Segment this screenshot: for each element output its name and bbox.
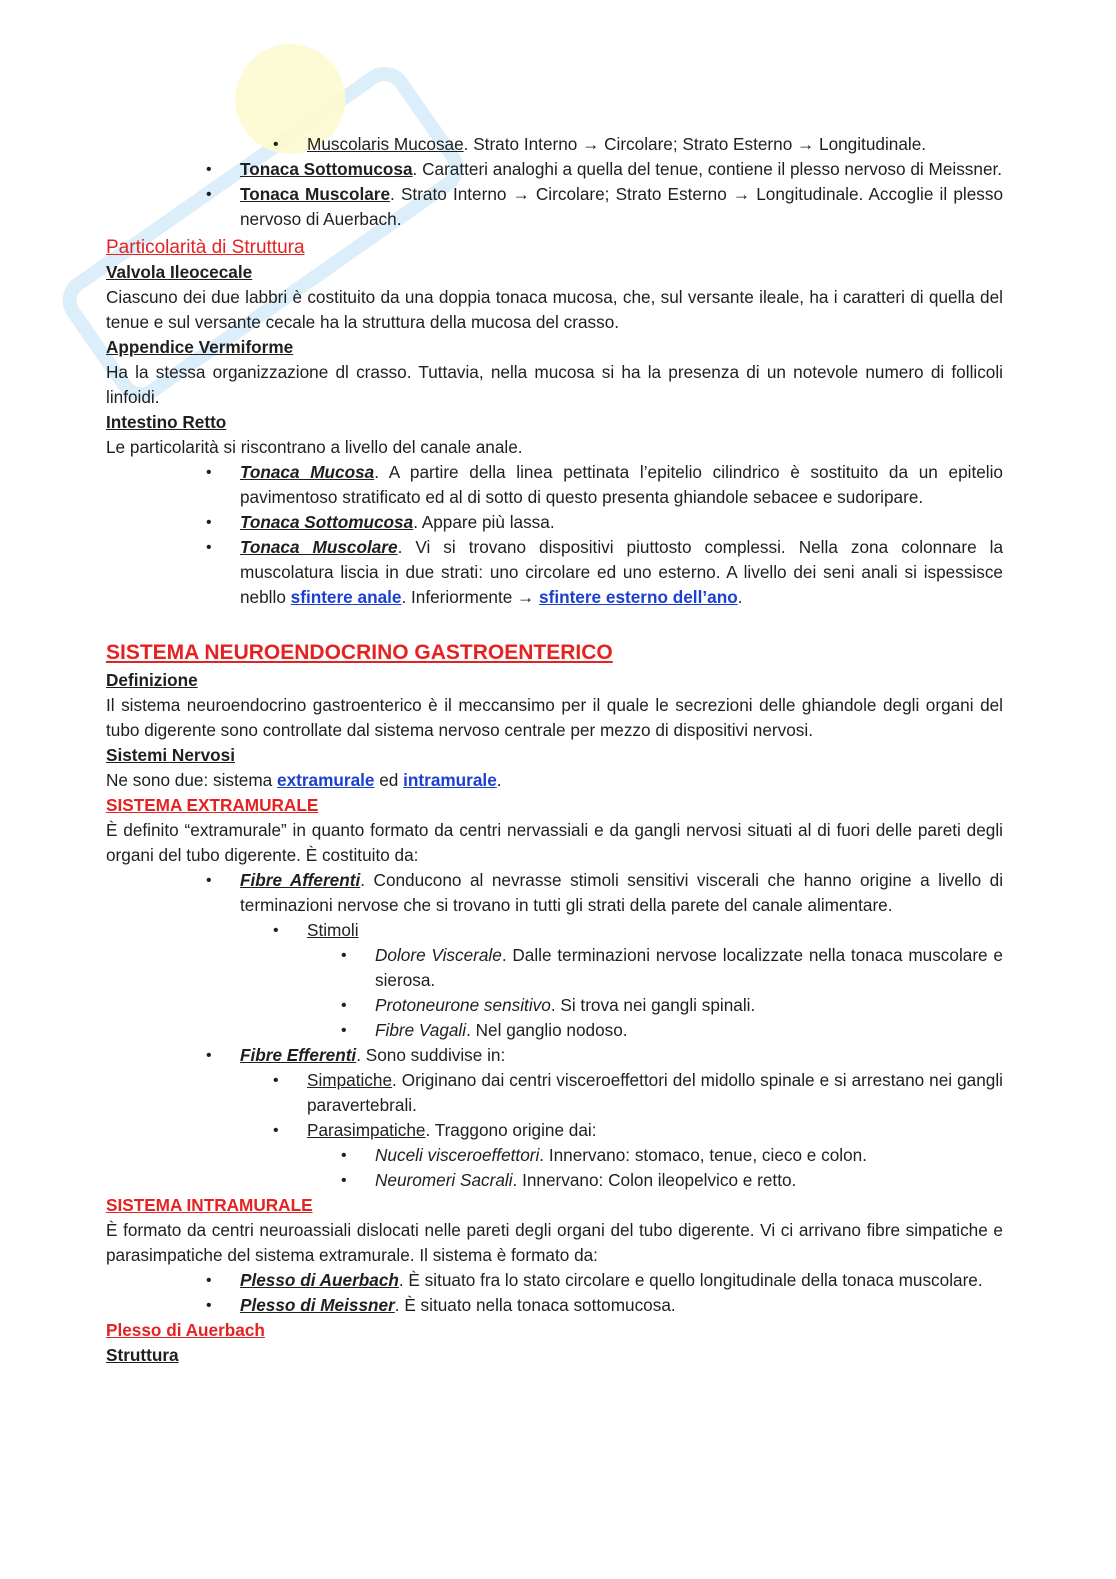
subheading-struttura: Struttura — [106, 1345, 179, 1365]
paragraph-appendice: Ha la stessa organizzazione dl crasso. Tuttavia, nella mucosa si ha la presenza di un notevole numero di follicoli linfoidi. — [106, 362, 1003, 407]
link-intramurale[interactable]: intramurale — [403, 770, 497, 790]
subheading-sistemi: Sistemi Nervosi — [106, 745, 235, 765]
list-item: • Tonaca Sottomucosa. Caratteri analoghi a quella del tenue, contiene il plesso nervoso di Meissner. — [240, 157, 1003, 182]
list-item: • Tonaca Muscolare. Strato Interno → Circolare; Strato Esterno → Longitudinale. Accoglie il plesso nervoso di Auerbach. — [240, 182, 1003, 232]
link-extramurale[interactable]: extramurale — [277, 770, 375, 790]
section-heading-extramurale: SISTEMA EXTRAMURALE — [106, 795, 319, 815]
list-level2 — [106, 132, 1003, 157]
paragraph-sistemi: Ne sono due: sistema extramurale ed intramurale. — [106, 770, 502, 790]
list-stimoli — [106, 918, 1003, 943]
list-stimoli-detail — [106, 943, 1003, 1043]
list-retto — [106, 460, 1003, 610]
link-sfintere-esterno[interactable]: sfintere esterno dell’ano — [539, 587, 738, 607]
list-extramurale — [106, 868, 1003, 918]
list-efferenti — [106, 1043, 1003, 1068]
list-item: • Stimoli — [307, 918, 1003, 943]
link-sfintere-anale[interactable]: sfintere anale — [290, 587, 402, 607]
subheading-retto: Intestino Retto — [106, 412, 227, 432]
section-heading-sneg: SISTEMA NEUROENDOCRINO GASTROENTERICO — [106, 641, 613, 664]
list-item: • Tonaca Mucosa. A partire della linea pettinata l’epitelio cilindrico è sostituito da un epitelio pavimentoso stratificato ed al di sotto di questo presenta ghiandole sebacee e sudoripare. — [240, 460, 1003, 510]
list-item: • Nuceli visceroeffettori. Innervano: stomaco, tenue, cieco e colon. — [375, 1143, 1003, 1168]
subheading-appendice: Appendice Vermiforme — [106, 337, 294, 357]
list-item: • Plesso di Auerbach. È situato fra lo stato circolare e quello longitudinale della tonaca muscolare. — [240, 1268, 1003, 1293]
list-parasimpatiche — [106, 1143, 1003, 1193]
subheading-definizione: Definizione — [106, 670, 198, 690]
list-item: • Protoneurone sensitivo. Si trova nei gangli spinali. — [375, 993, 1003, 1018]
list-item: • Fibre Afferenti. Conducono al nevrasse stimoli sensitivi viscerali che hanno origine a livello di terminazioni nervose che si trovano in tutti gli strati della parete del canale alimentare. — [240, 868, 1003, 918]
paragraph-definizione: Il sistema neuroendocrino gastroenterico è il meccansimo per il quale le secrezioni delle ghiandole degli organi del tubo digerente sono controllate dal sistema nervoso centrale per mezzo di dispositivi nervosi. — [106, 695, 1003, 740]
paragraph-extramurale: È definito “extramurale” in quanto formato da centri nervassiali e da gangli nervosi situati al di fuori delle pareti degli organi del tubo digerente. È costituito da: — [106, 820, 1003, 865]
list-item: • Muscolaris Mucosae. Strato Interno → Circolare; Strato Esterno → Longitudinale. — [307, 132, 1003, 157]
document-page — [106, 132, 1003, 1368]
list-item: • Tonaca Sottomucosa. Appare più lassa. — [240, 510, 1003, 535]
section-heading-intramurale: SISTEMA INTRAMURALE — [106, 1195, 313, 1215]
list-item: • Tonaca Muscolare. Vi si trovano dispositivi piuttosto complessi. Nella zona colonnare la muscolatura liscia in due strati: uno circolare ed uno esterno. A livello dei seni anali si ispessisce nebllo sfintere anale. Inferiormente → sfintere esterno dell’ano. — [240, 535, 1003, 610]
paragraph-valvola: Ciascuno dei due labbri è costituito da una doppia tonaca mucosa, che, sul versante ileale, ha i caratteri di quella del tenue e sul versante cecale ha la struttura della mucosa del crasso. — [106, 287, 1003, 332]
list-item: • Neuromeri Sacrali. Innervano: Colon ileopelvico e retto. — [375, 1168, 1003, 1193]
list-item: • Simpatiche. Originano dai centri visceroeffettori del midollo spinale e si arrestano nei gangli paravertebrali. — [307, 1068, 1003, 1118]
list-item: • Dolore Viscerale. Dalle terminazioni nervose localizzate nella tonaca muscolare e sierosa. — [375, 943, 1003, 993]
list-item: • Fibre Vagali. Nel ganglio nodoso. — [375, 1018, 1003, 1043]
list-efferenti-types — [106, 1068, 1003, 1143]
section-heading-particolarita: Particolarità di Struttura — [106, 237, 305, 258]
paragraph-retto: Le particolarità si riscontrano a livello del canale anale. — [106, 437, 523, 457]
list-item: • Parasimpatiche. Traggono origine dai: — [307, 1118, 1003, 1143]
list-item: • Fibre Efferenti. Sono suddivise in: — [240, 1043, 1003, 1068]
list-intramurale — [106, 1268, 1003, 1318]
list-item: • Plesso di Meissner. È situato nella tonaca sottomucosa. — [240, 1293, 1003, 1318]
list-level1 — [106, 157, 1003, 232]
section-heading-auerbach: Plesso di Auerbach — [106, 1320, 265, 1340]
paragraph-intramurale: È formato da centri neuroassiali dislocati nelle pareti degli organi del tubo digerente. Vi ci arrivano fibre simpatiche e parasimpatiche del sistema extramurale. Il sistema è formato da: — [106, 1220, 1003, 1265]
subheading-valvola: Valvola Ileocecale — [106, 262, 253, 282]
